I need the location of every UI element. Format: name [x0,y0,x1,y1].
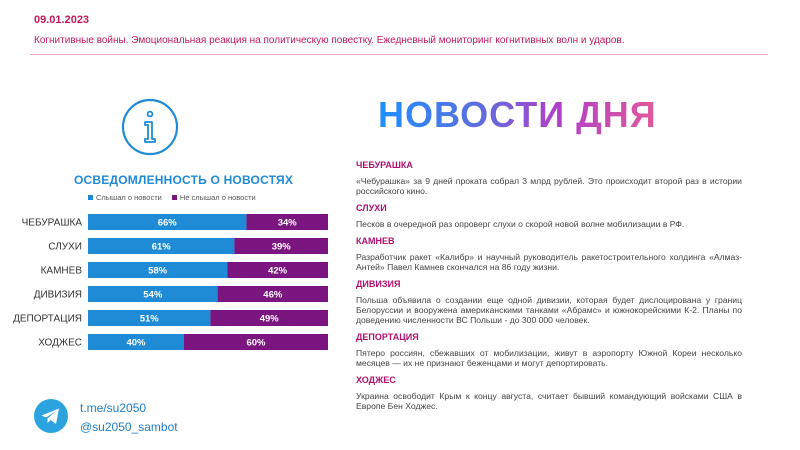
news-text: «Чебурашка» за 9 дней проката собрал 3 млрд рублей. Это происходит второй раз в истории российского кино. [356,176,742,196]
news-text: Пятеро россиян, сбежавших от мобилизации, живут в аэропорту Южной Кореи несколько месяцев — их не признают беженцами и могут депортировать. [356,348,742,368]
telegram-bot-handle[interactable]: @su2050_sambot [80,420,178,434]
telegram-channel-link[interactable]: t.me/su2050 [80,401,147,415]
telegram-icon[interactable] [34,399,68,433]
bar-label-heard: 66% [157,217,177,229]
bar-label-not-heard: 46% [263,289,283,301]
news-item [356,236,742,272]
category-label: ДИВИЗИЯ [33,289,82,301]
news-text: Польша объявила о создании еще одной дивизии, которая будет дислоцирована у границ Белоруссии и вооружена американскими танками «Абрамс» и южнокорейскими К-2. Планы по доведению численности ВС Польши - до 300 000 человек. [356,295,742,325]
legend-swatch-not-heard [172,195,177,200]
news-item [356,375,742,411]
bar-label-not-heard: 60% [246,337,266,349]
category-label: ХОДЖЕС [38,337,82,349]
bar-label-heard: 61% [151,241,171,253]
report-subtitle: Когнитивные войны. Эмоциональная реакция на политическую повестку. Ежедневный мониторинг когнитивных волн и ударов. [34,35,625,46]
chart-title: ОСВЕДОМЛЕННОСТЬ О НОВОСТЯХ [74,173,294,187]
legend-label-heard: Слышал о новости [96,193,162,202]
news-title: НОВОСТИ ДНЯ [378,94,657,135]
category-label: ДЕПОРТАЦИЯ [13,313,82,325]
news-list [356,160,742,418]
news-heading: ДЕПОРТАЦИЯ [356,332,419,342]
news-heading: ХОДЖЕС [356,375,396,385]
awareness-bar-chart [0,212,340,362]
chart-legend [88,193,256,202]
bar-label-not-heard: 34% [277,217,297,229]
bar-label-heard: 51% [139,313,159,325]
category-label: ЧЕБУРАШКА [21,217,82,229]
legend-swatch-heard [88,195,93,200]
news-heading: ДИВИЗИЯ [356,279,401,289]
bar-label-not-heard: 39% [271,241,291,253]
category-label: КАМНЕВ [40,265,82,277]
news-heading: КАМНЕВ [356,236,395,246]
legend-item-not-heard [172,193,256,202]
header-divider [30,54,768,55]
category-label: СЛУХИ [48,241,82,253]
news-item [356,279,742,325]
bar-label-heard: 58% [148,265,168,277]
news-item [356,160,742,196]
news-heading: ЧЕБУРАШКА [356,160,413,170]
bar-label-heard: 40% [126,337,146,349]
news-item [356,332,742,368]
news-heading: СЛУХИ [356,203,387,213]
bar-label-not-heard: 49% [259,313,279,325]
legend-label-not-heard: Не слышал о новости [179,193,256,202]
news-text: Украина освободит Крым к концу августа, считает бывший командующий войсками США в Европе Бен Ходжес. [356,391,742,411]
news-text: Песков в очередной раз опроверг слухи о скорой новой волне мобилизации в РФ. [356,219,685,229]
legend-item-heard [88,193,162,202]
bar-label-not-heard: 42% [268,265,288,277]
bar-label-heard: 54% [143,289,163,301]
news-item [356,203,742,229]
news-text: Разработчик ракет «Калибр» и научный руководитель ракетостроительного холдинга «Алмаз-Антей» Павел Камнев скончался на 86 году жизни. [356,252,742,272]
report-date: 09.01.2023 [34,14,90,26]
info-icon [120,97,180,157]
